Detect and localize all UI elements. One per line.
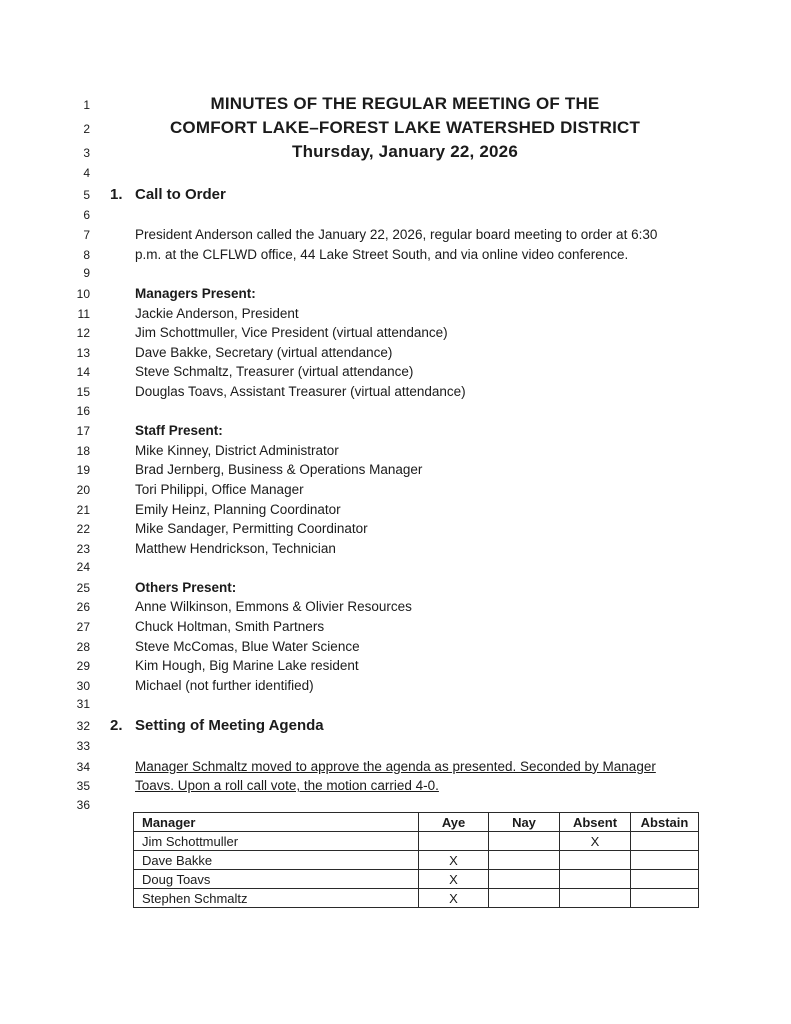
vote-mark-cell	[489, 870, 560, 889]
vote-table-header-cell: Aye	[419, 813, 489, 832]
document-line	[0, 757, 791, 777]
manager-name-cell: Dave Bakke	[134, 851, 419, 870]
line-number: 25	[76, 580, 90, 595]
document-line	[0, 184, 791, 206]
vote-table-row	[134, 851, 699, 870]
line-text: Steve McComas, Blue Water Science	[135, 638, 360, 654]
line-number: 27	[76, 620, 90, 635]
vote-table-header	[134, 813, 699, 832]
document-line	[0, 558, 791, 578]
vote-table-row	[134, 889, 699, 908]
line-number: 9	[83, 266, 90, 281]
vote-mark-cell	[560, 851, 631, 870]
document-line	[0, 362, 791, 382]
line-text: Matthew Hendrickson, Technician	[135, 540, 336, 556]
vote-table-row	[134, 832, 699, 851]
document-line	[0, 116, 791, 140]
line-number: 1	[83, 98, 90, 112]
line-number: 31	[76, 697, 90, 712]
line-number: 11	[77, 306, 90, 321]
document-line	[0, 225, 791, 245]
line-number: 3	[83, 146, 90, 160]
document-line	[0, 578, 791, 598]
line-number: 30	[76, 678, 90, 693]
manager-name-cell: Jim Schottmuller	[134, 832, 419, 851]
line-number: 21	[76, 502, 90, 517]
manager-name-cell: Doug Toavs	[134, 870, 419, 889]
line-number: 19	[76, 463, 90, 478]
line-number: 32	[76, 719, 90, 734]
document-line	[0, 140, 791, 164]
section-title: Call to Order	[135, 185, 226, 203]
document-line	[0, 164, 791, 184]
vote-mark-cell: X	[419, 870, 489, 889]
line-text: Thursday, January 22, 2026	[291, 142, 518, 161]
vote-mark-cell	[631, 889, 699, 908]
document-line	[0, 264, 791, 284]
document-line	[0, 245, 791, 265]
line-number: 29	[76, 659, 90, 674]
line-number: 2	[83, 122, 90, 136]
line-text: Others Present:	[135, 579, 237, 595]
document-line	[0, 421, 791, 441]
section-heading	[110, 184, 720, 206]
vote-mark-cell	[631, 832, 699, 851]
line-number: 6	[83, 207, 90, 222]
vote-mark-cell: X	[419, 889, 489, 908]
line-text: Manager Schmaltz moved to approve the agenda as presented. Seconded by Manager	[135, 758, 656, 774]
document-line	[0, 597, 791, 617]
document-line	[0, 656, 791, 676]
document-lines	[0, 92, 791, 815]
document-line	[0, 382, 791, 402]
line-number: 15	[76, 384, 90, 399]
line-text: Douglas Toavs, Assistant Treasurer (virtual attendance)	[135, 383, 466, 399]
line-text: Managers Present:	[135, 285, 256, 301]
line-number: 13	[76, 345, 90, 360]
document-line	[0, 695, 791, 715]
line-number: 12	[76, 326, 90, 341]
line-text: COMFORT LAKE–FOREST LAKE WATERSHED DISTRICT	[169, 118, 641, 137]
vote-mark-cell	[631, 851, 699, 870]
line-text: Emily Heinz, Planning Coordinator	[135, 501, 341, 517]
line-text: Tori Philippi, Office Manager	[135, 481, 304, 497]
line-number: 8	[83, 247, 90, 262]
line-number: 5	[83, 187, 90, 202]
document-line	[0, 737, 791, 757]
vote-mark-cell	[489, 889, 560, 908]
document-line	[0, 519, 791, 539]
manager-name-cell: Stephen Schmaltz	[134, 889, 419, 908]
vote-mark-cell: X	[560, 832, 631, 851]
document-line	[0, 206, 791, 226]
line-number: 22	[76, 522, 90, 537]
section-number: 2.	[110, 717, 123, 735]
line-text: Mike Sandager, Permitting Coordinator	[135, 521, 368, 537]
line-number: 28	[76, 639, 90, 654]
line-text: Mike Kinney, District Administrator	[135, 442, 339, 458]
line-number: 24	[76, 560, 90, 575]
line-number: 17	[76, 424, 90, 439]
line-number: 26	[76, 600, 90, 615]
line-text: Kim Hough, Big Marine Lake resident	[135, 658, 359, 674]
document-line	[0, 304, 791, 324]
line-text: Steve Schmaltz, Treasurer (virtual attendance)	[135, 364, 414, 380]
document-line	[0, 676, 791, 696]
line-number: 10	[76, 286, 90, 301]
document-line	[0, 500, 791, 520]
line-text: p.m. at the CLFLWD office, 44 Lake Street South, and via online video conference.	[135, 246, 629, 262]
vote-table-header-cell: Nay	[489, 813, 560, 832]
line-text: Toavs. Upon a roll call vote, the motion carried 4-0.	[135, 778, 439, 794]
line-number: 4	[83, 166, 90, 180]
vote-mark-cell	[560, 889, 631, 908]
document-line	[0, 441, 791, 461]
document-line	[0, 715, 791, 737]
vote-mark-cell	[631, 870, 699, 889]
vote-table	[133, 812, 699, 908]
vote-mark-cell	[489, 832, 560, 851]
document-line	[0, 539, 791, 559]
line-number: 34	[76, 759, 90, 774]
vote-table-body	[134, 832, 699, 908]
line-text: Jim Schottmuller, Vice President (virtual attendance)	[135, 325, 448, 341]
line-text: Michael (not further identified)	[135, 677, 314, 693]
document-line	[0, 460, 791, 480]
line-text: Chuck Holtman, Smith Partners	[135, 619, 325, 635]
document-line	[0, 617, 791, 637]
line-number: 23	[76, 541, 90, 556]
document-line	[0, 284, 791, 304]
document-line	[0, 323, 791, 343]
document-line	[0, 343, 791, 363]
section-number: 1.	[110, 185, 123, 203]
vote-table-header-cell: Abstain	[631, 813, 699, 832]
line-number: 14	[76, 365, 90, 380]
line-text: President Anderson called the January 22, 2026, regular board meeting to order at 6:30	[135, 227, 658, 243]
line-text: Jackie Anderson, President	[135, 305, 299, 321]
line-number: 33	[76, 739, 90, 754]
document-line	[0, 402, 791, 422]
vote-table-header-cell: Absent	[560, 813, 631, 832]
line-text: MINUTES OF THE REGULAR MEETING OF THE	[210, 94, 600, 113]
line-text: Staff Present:	[135, 423, 223, 439]
vote-mark-cell: X	[419, 851, 489, 870]
line-number: 36	[76, 797, 90, 812]
vote-mark-cell	[560, 870, 631, 889]
document-line	[0, 776, 791, 796]
section-heading	[110, 715, 720, 737]
line-text: Anne Wilkinson, Emmons & Olivier Resources	[135, 599, 412, 615]
section-title: Setting of Meeting Agenda	[135, 717, 324, 735]
line-number: 16	[76, 403, 90, 418]
line-text: Brad Jernberg, Business & Operations Manager	[135, 462, 423, 478]
document-line	[0, 637, 791, 657]
vote-table-row	[134, 870, 699, 889]
line-number: 18	[76, 443, 90, 458]
line-number: 7	[83, 228, 90, 243]
line-number: 20	[76, 482, 90, 497]
vote-table-header-cell: Manager	[134, 813, 419, 832]
document-line	[0, 92, 791, 116]
line-number: 35	[76, 779, 90, 794]
document-line	[0, 480, 791, 500]
line-text: Dave Bakke, Secretary (virtual attendance)	[135, 344, 393, 360]
vote-mark-cell	[489, 851, 560, 870]
vote-mark-cell	[419, 832, 489, 851]
vote-table-header-row	[134, 813, 699, 832]
